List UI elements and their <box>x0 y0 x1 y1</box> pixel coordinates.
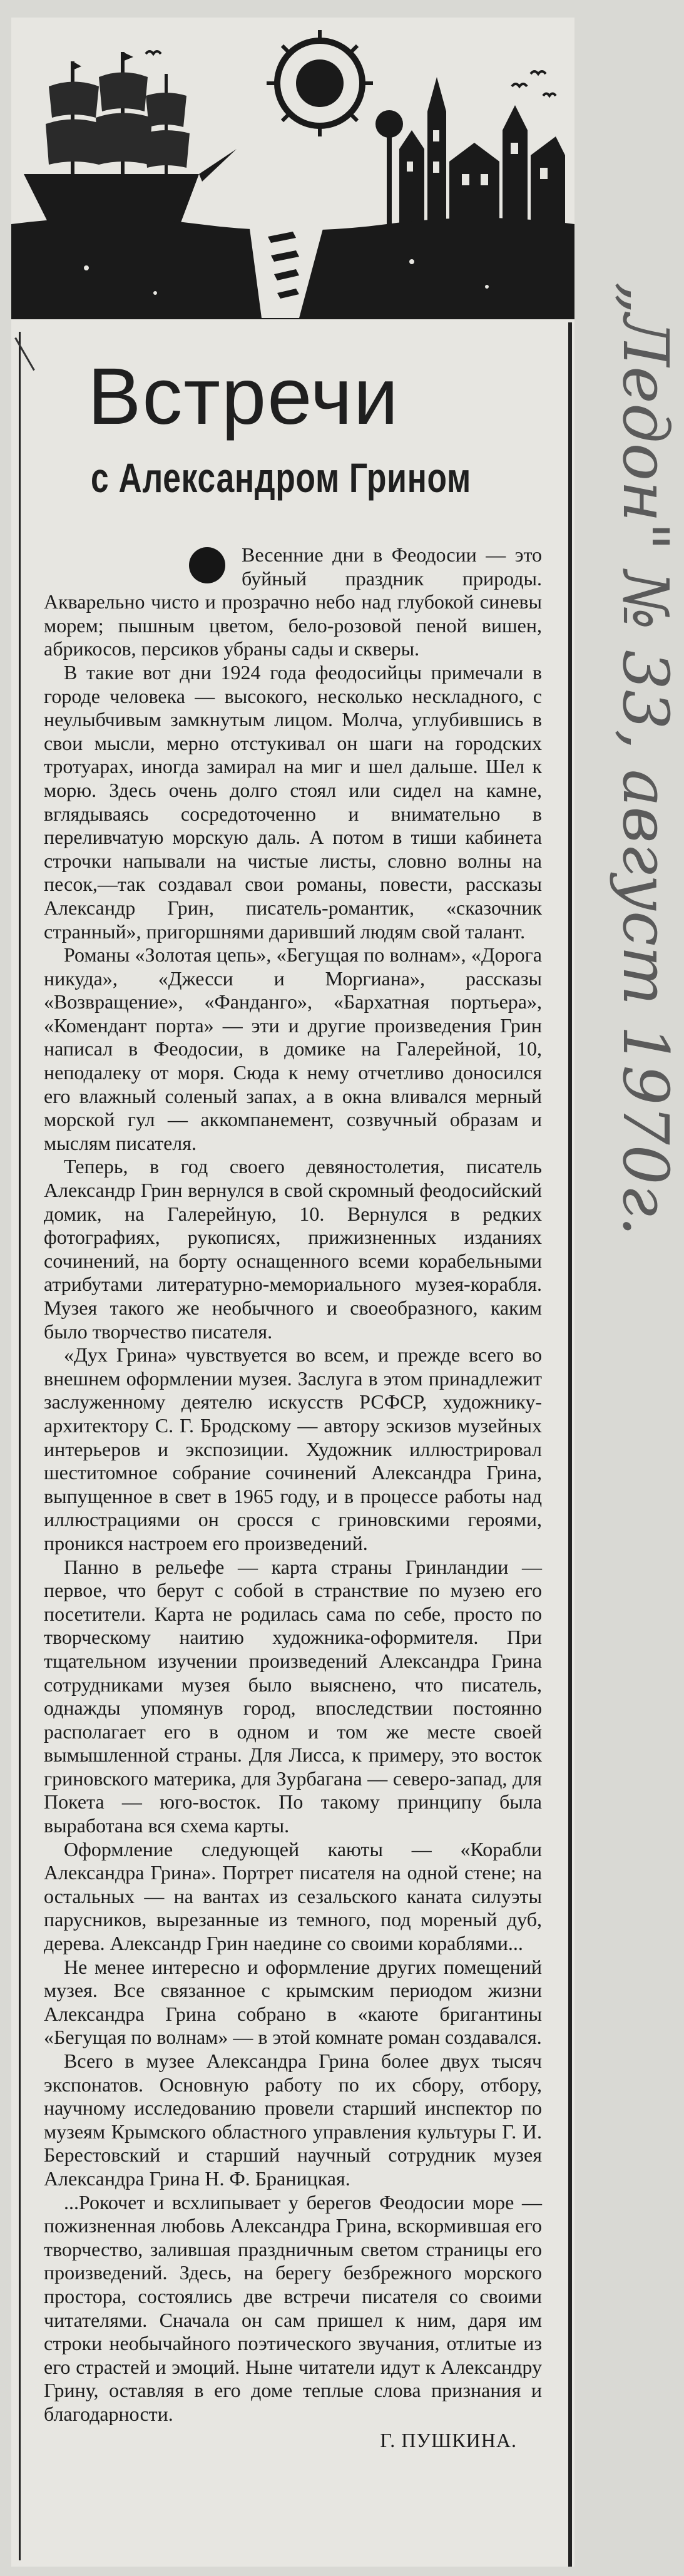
sea-waves-icon <box>11 215 574 319</box>
sun-icon <box>267 30 373 136</box>
sailing-ship-icon <box>24 52 237 224</box>
article-paragraph: Оформление следующей каюты — «Корабли Александра Грина». Портрет писателя на одной стене; на остальных — на вантах из сезальского каната силуэты парусников, вырезанные из темного, под мореный дуб, дерева. Александр Грин наедине со своими кораблями... <box>44 1837 542 1955</box>
article-paragraph: Не менее интересно и оформление других помещений музея. Все связанное с крымским периодом жизни Александра Грина собрано в «каюте бригантины «Бегущая по волнам» — в этой комнате роман создавался. <box>44 1955 542 2049</box>
article-paragraph: ...Рокочет и всхлипывает у берегов Феодосии море — пожизненная любовь Александра Грина, вскормившая его творчество, залившая праздничным светом страницы его произведений. Здесь, на берегу безбрежного морского простора, состоялись две встречи писателя со своими читателями. Сначала он сам пришел к ним, даря им строки необычайного поэтического звучания, отлитые из его страстей и эмоций. Ныне читатели идут к Александру Грину, оставляя в его доме теплые слова признания и благодарности. <box>44 2190 542 2425</box>
author-signature: Г. ПУШКИНА. <box>380 2428 517 2451</box>
article-paragraph: Романы «Золотая цепь», «Бегущая по волнам», «Дорога никуда», «Джесси и Моргиана», рассказы «Возвращение», «Фанданго», «Бархатная портьера», «Комендант порта» — эти и другие произведения Грин написал в Феодосии, в домике на Галерейной, 10, неподалеку от моря. Сюда к нему отчетливо доносился его влажный соленый запах, а в окна вливался мерный морской гул — аккомпанемент, созвучный образам и мыслям писателя. <box>44 943 542 1154</box>
illustration-svg <box>11 18 574 319</box>
handwritten-note <box>494 282 682 1236</box>
article-paragraph: Весенние дни в Феодосии — это буйный праздник природы. Акварельно чисто и прозрачно небо над глубокой синевы морем; пышным цветом, бело-розовой пеной вишен, абрикосов, персиков убраны сады и скверы. <box>44 543 542 660</box>
article-paragraph: Теперь, в год своего девяностолетия, писатель Александр Грин вернулся в свой скромный феодосийский домик, на Галерейную, 10. Вернулся в редких фотографиях, рукописях, прижизненных изданиях сочинений, на борту оснащенного всеми корабельными атрибутами литературно-мемориального музея-корабля. Музея такого же необычного и своеобразного, каким было творчество писателя. <box>44 1155 542 1343</box>
subheadline: с Александром Грином <box>91 454 471 501</box>
bullet-dot-icon <box>189 547 225 583</box>
article-paragraph: В такие вот дни 1924 года феодосийцы примечали в городе человека — высокого, несколько нескладного, с неулыбчивым замкнутым лицом. Молча, углубившись в свои мысли, мерно отстукивал он шаги на городских тротуарах, иногда замирал на миг и шел дальше. Шел к морю. Здесь очень долго стоял или сидел на камне, вглядываясь сосредоточенно и внимательно в переливчатую морскую даль. А потом в тиши кабинета строчки напывали на чистые листы, словно волны на песок,—так создавал свои романы, повести, рассказы Александр Грин, писатель-романтик, «сказочник странный», пригоршнями даривший людям свой талант. <box>44 660 542 943</box>
town-skyline-icon <box>375 77 565 224</box>
article-paragraph: Панно в рельефе — карта страны Гринландии — первое, что берут с собой в странствие по музею его посетители. Карта не родилась сама по себе, просто по творческому наитию художника-оформителя. При тщательном изучении произведений Александра Грина сотрудниками музея было выяснено, что писатель, однажды упомянув город, впоследствии постоянно располагает его в одном и том же месте своей вымышленной страны. Для Лисса, к примеру, это восток гриновского материка, для Зурбагана — северо-запад, для Покета — юго-восток. По такому принципу была выработана вся схема карты. <box>44 1555 542 1837</box>
handwritten-note-text: „Ледон" № 33, август 1970г. <box>609 282 682 1236</box>
header-illustration <box>11 18 574 319</box>
headline: Встречи <box>88 352 400 441</box>
article-paragraph: «Дух Грина» чувствуется во всем, и прежде всего во внешнем оформлении музея. Заслуга в этом принадлежит заслуженному деятелю искусств РСФСР, художнику-архитектору С. Г. Бродскому — автору эскизов музейных интерьеров и экспозиции. Художник иллюстрировал шеститомное собрание сочинений Александра Грина, выпущенное в свет в 1965 году, и в процессе работы над иллюстрациями он сросся с гриновскими героями, проникся настроем его произведений. <box>44 1343 542 1554</box>
article-paragraph: Всего в музее Александра Грина более двух тысяч экспонатов. Основную работу по их сбору, отбору, научному исследованию провели старший инспектор по музеям Крымского областного управления культуры Г. И. Берестовский и старший научный сотрудник музея Александра Грина Н. Ф. Браницкая. <box>44 2050 542 2190</box>
article-body <box>44 543 542 2534</box>
